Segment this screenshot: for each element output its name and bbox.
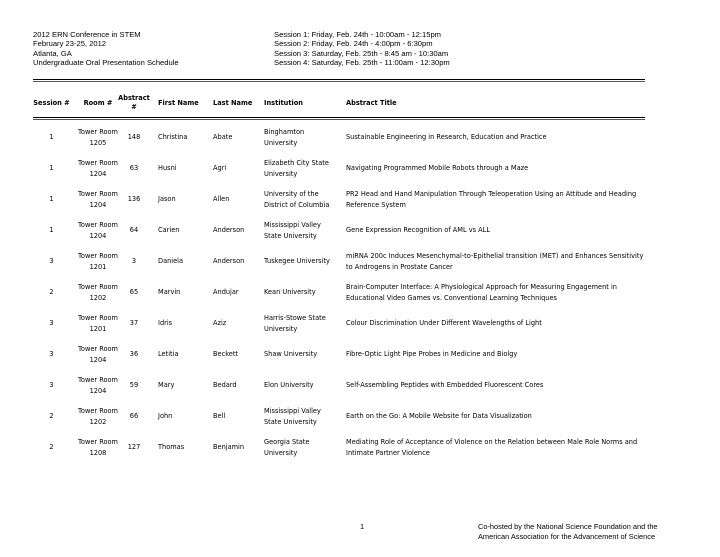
first-name-cell: Mary bbox=[158, 381, 175, 389]
institution-cell bbox=[264, 308, 340, 339]
institution-cell-line2: University bbox=[264, 169, 298, 178]
institution-cell bbox=[264, 215, 340, 246]
institution-cell bbox=[264, 432, 340, 463]
room-cell bbox=[70, 277, 126, 308]
first-name-cell: Thomas bbox=[158, 443, 185, 451]
room-cell-line2: 1205 bbox=[89, 138, 107, 147]
header-rule-top bbox=[33, 79, 645, 80]
abstract-title-cell: Self-Assembling Peptides with Embedded Fluorescent Cores bbox=[346, 381, 544, 389]
first-name-cell: John bbox=[158, 412, 173, 420]
last-name-cell: Anderson bbox=[213, 257, 245, 265]
session-cell: 2 bbox=[49, 443, 54, 451]
abstract-title-line1: Brain-Computer Interface: A Physiological Approach for Measuring Engagement in bbox=[346, 282, 617, 291]
abstract-title-cell: Fibre-Optic Light Pipe Probes in Medicine and Biolgy bbox=[346, 350, 518, 358]
col-abstract-line2: # bbox=[131, 103, 137, 111]
abstract-title-cell: Earth on the Go: A Mobile Website for Data Visualization bbox=[346, 412, 532, 420]
abstract-number-cell: 66 bbox=[129, 412, 139, 420]
institution-cell-line2: State University bbox=[264, 231, 317, 240]
conference-dates: February 23-25, 2012 bbox=[33, 39, 107, 49]
schedule-table-body bbox=[33, 122, 645, 463]
institution-cell-line2: District of Columbia bbox=[264, 200, 330, 209]
room-cell bbox=[70, 401, 126, 432]
room-cell bbox=[70, 339, 126, 370]
session-cell: 3 bbox=[49, 319, 54, 327]
first-name-cell: Jason bbox=[158, 195, 176, 203]
session-cell: 1 bbox=[49, 133, 54, 141]
session-time-2: Session 2: Friday, Feb. 24th - 4:00pm - 6:30pm bbox=[274, 39, 433, 49]
last-name-cell: Bell bbox=[213, 412, 226, 420]
institution-cell-line2: University bbox=[264, 324, 298, 333]
institution-cell bbox=[264, 153, 340, 184]
institution-cell-line1: Harris-Stowe State bbox=[264, 313, 326, 322]
header-rule-top-2 bbox=[33, 81, 645, 82]
last-name-cell: Allen bbox=[213, 195, 230, 203]
room-cell-line1: Tower Room bbox=[78, 220, 118, 229]
col-last-name: Last Name bbox=[213, 98, 253, 107]
session-time-3: Session 3: Saturday, Feb. 25th - 8:45 am - 10:30am bbox=[274, 48, 449, 58]
table-row bbox=[33, 370, 645, 401]
room-cell-line1: Tower Room bbox=[78, 313, 118, 322]
col-institution: Institution bbox=[264, 98, 303, 107]
first-name-cell: Marvin bbox=[158, 288, 181, 296]
abstract-title-line2: to Androgens in Prostate Cancer bbox=[346, 262, 453, 271]
document-header-left bbox=[33, 30, 179, 68]
institution-cell-line1: Mississippi Valley bbox=[264, 406, 321, 415]
table-row bbox=[33, 432, 645, 463]
table-row bbox=[33, 153, 645, 184]
room-cell-line2: 1204 bbox=[89, 355, 107, 364]
room-cell-line1: Tower Room bbox=[78, 406, 118, 415]
table-row bbox=[33, 277, 645, 308]
abstract-title-cell: Gene Expression Recognition of AML vs ALL bbox=[346, 226, 491, 234]
header-rule-bottom-2 bbox=[33, 119, 645, 120]
table-row bbox=[33, 308, 645, 339]
footer-credit-line2: American Association for the Advancement of Science bbox=[478, 531, 656, 541]
abstract-title-cell bbox=[346, 432, 645, 463]
abstract-number-cell: 127 bbox=[127, 443, 141, 451]
abstract-title-cell: Colour Discrimination Under Different Wavelengths of Light bbox=[346, 319, 542, 327]
abstract-number-cell: 37 bbox=[129, 319, 139, 327]
room-cell-line1: Tower Room bbox=[78, 158, 118, 167]
session-cell: 1 bbox=[49, 164, 54, 172]
session-cell: 1 bbox=[49, 226, 54, 234]
institution-cell-line1: University of the bbox=[264, 189, 319, 198]
institution-cell-line2: University bbox=[264, 138, 298, 147]
room-cell-line1: Tower Room bbox=[78, 375, 118, 384]
institution-cell-line2: State University bbox=[264, 417, 317, 426]
abstract-title-line2: Educational Video Games vs. Conventional Learning Techniques bbox=[346, 293, 557, 302]
first-name-cell: Daniela bbox=[158, 257, 184, 265]
abstract-title-line1: miRNA 200c Induces Mesenchymal-to-Epithelial transition (MET) and Enhances Sensitivity bbox=[346, 251, 644, 260]
abstract-number-cell: 3 bbox=[131, 257, 137, 265]
abstract-title-cell: Navigating Programmed Mobile Robots through a Maze bbox=[346, 164, 529, 172]
room-cell bbox=[70, 184, 126, 215]
room-cell-line1: Tower Room bbox=[78, 251, 118, 260]
abstract-title-cell: Sustainable Engineering in Research, Education and Practice bbox=[346, 133, 547, 141]
header-rule-bottom bbox=[33, 117, 645, 118]
room-cell bbox=[70, 308, 126, 339]
abstract-title-cell bbox=[346, 246, 645, 277]
last-name-cell: Andujar bbox=[213, 288, 239, 296]
session-time-4: Session 4: Saturday, Feb. 25th - 11:00am - 12:30pm bbox=[274, 58, 450, 68]
room-cell bbox=[70, 122, 126, 153]
last-name-cell: Agri bbox=[213, 164, 227, 172]
abstract-title-cell bbox=[346, 184, 645, 215]
last-name-cell: Anderson bbox=[213, 226, 245, 234]
session-cell: 2 bbox=[49, 288, 54, 296]
last-name-cell: Benjamin bbox=[213, 443, 245, 451]
first-name-cell: Carien bbox=[158, 226, 180, 234]
room-cell-line1: Tower Room bbox=[78, 437, 118, 446]
room-cell bbox=[70, 153, 126, 184]
page-number: 1 bbox=[360, 522, 365, 531]
table-row bbox=[33, 215, 645, 246]
room-cell-line2: 1201 bbox=[89, 324, 107, 333]
first-name-cell: Letitia bbox=[158, 350, 179, 358]
conference-location: Atlanta, GA bbox=[33, 48, 72, 58]
abstract-number-cell: 148 bbox=[127, 133, 141, 141]
session-cell: 1 bbox=[49, 195, 54, 203]
room-cell-line2: 1208 bbox=[89, 448, 107, 457]
room-cell-line2: 1201 bbox=[89, 262, 107, 271]
room-cell-line1: Tower Room bbox=[78, 189, 118, 198]
institution-cell-line1: Mississippi Valley bbox=[264, 220, 321, 229]
abstract-number-cell: 65 bbox=[129, 288, 139, 296]
room-cell bbox=[70, 432, 126, 463]
last-name-cell: Beckett bbox=[213, 350, 239, 358]
room-cell-line2: 1204 bbox=[89, 386, 107, 395]
table-header bbox=[33, 88, 645, 118]
room-cell-line2: 1202 bbox=[89, 293, 107, 302]
abstract-number-cell: 36 bbox=[129, 350, 139, 358]
first-name-cell: Idris bbox=[158, 319, 173, 327]
institution-cell-line2: University bbox=[264, 448, 298, 457]
abstract-number-cell: 136 bbox=[127, 195, 141, 203]
session-cell: 2 bbox=[49, 412, 54, 420]
institution-cell: Kean University bbox=[264, 288, 316, 296]
room-cell bbox=[70, 215, 126, 246]
institution-cell bbox=[264, 122, 340, 153]
room-cell-line2: 1204 bbox=[89, 200, 107, 209]
room-cell-line2: 1204 bbox=[89, 169, 107, 178]
abstract-title-cell bbox=[346, 277, 645, 308]
institution-cell: Shaw University bbox=[264, 350, 318, 358]
footer-credit bbox=[478, 522, 658, 541]
table-row bbox=[33, 122, 645, 153]
institution-cell bbox=[264, 401, 340, 432]
abstract-title-line1: PR2 Head and Hand Manipulation Through Teleoperation Using an Attitude and Heading bbox=[346, 189, 637, 198]
last-name-cell: Bedard bbox=[213, 381, 237, 389]
session-cell: 3 bbox=[49, 381, 54, 389]
room-cell bbox=[70, 370, 126, 401]
session-time-1: Session 1: Friday, Feb. 24th - 10:00am - 12:15pm bbox=[274, 30, 442, 39]
footer-credit-line1: Co-hosted by the National Science Foundation and the bbox=[478, 522, 658, 531]
room-cell-line1: Tower Room bbox=[78, 344, 118, 353]
abstract-number-cell: 64 bbox=[129, 226, 139, 234]
abstract-title-line2: Intimate Partner Violence bbox=[346, 448, 430, 457]
abstract-number-cell: 59 bbox=[129, 381, 139, 389]
abstract-title-line2: Reference System bbox=[346, 200, 406, 209]
session-cell: 3 bbox=[49, 257, 54, 265]
room-cell bbox=[70, 246, 126, 277]
conference-title: 2012 ERN Conference in STEM bbox=[33, 30, 141, 39]
room-cell-line1: Tower Room bbox=[78, 282, 118, 291]
first-name-cell: Husni bbox=[158, 164, 177, 172]
last-name-cell: Abate bbox=[213, 133, 233, 141]
schedule-title: Undergraduate Oral Presentation Schedule bbox=[33, 58, 179, 68]
institution-cell: Tuskegee University bbox=[264, 257, 330, 265]
col-session: Session # bbox=[33, 98, 70, 107]
institution-cell bbox=[264, 184, 340, 215]
room-cell-line2: 1202 bbox=[89, 417, 107, 426]
table-row bbox=[33, 339, 645, 370]
abstract-number-cell: 63 bbox=[129, 164, 139, 172]
last-name-cell: Aziz bbox=[213, 319, 227, 327]
table-row bbox=[33, 401, 645, 432]
col-abstract-title: Abstract Title bbox=[346, 98, 397, 107]
institution-cell: Elon University bbox=[264, 381, 314, 389]
institution-cell-line1: Georgia State bbox=[264, 437, 310, 446]
room-cell-line2: 1204 bbox=[89, 231, 107, 240]
session-cell: 3 bbox=[49, 350, 54, 358]
col-abstract bbox=[117, 88, 151, 118]
institution-cell-line1: Elizabeth City State bbox=[264, 158, 329, 167]
col-abstract-line1: Abstract bbox=[118, 94, 150, 102]
col-first-name: First Name bbox=[158, 98, 199, 107]
first-name-cell: Christina bbox=[158, 133, 188, 141]
col-room: Room # bbox=[83, 98, 113, 107]
table-row bbox=[33, 246, 645, 277]
table-row bbox=[33, 184, 645, 215]
session-times bbox=[274, 30, 450, 68]
room-cell-line1: Tower Room bbox=[78, 127, 118, 136]
institution-cell-line1: Binghamton bbox=[264, 127, 305, 136]
abstract-title-line1: Mediating Role of Acceptance of Violence on the Relation between Male Role Norms and bbox=[346, 437, 638, 446]
